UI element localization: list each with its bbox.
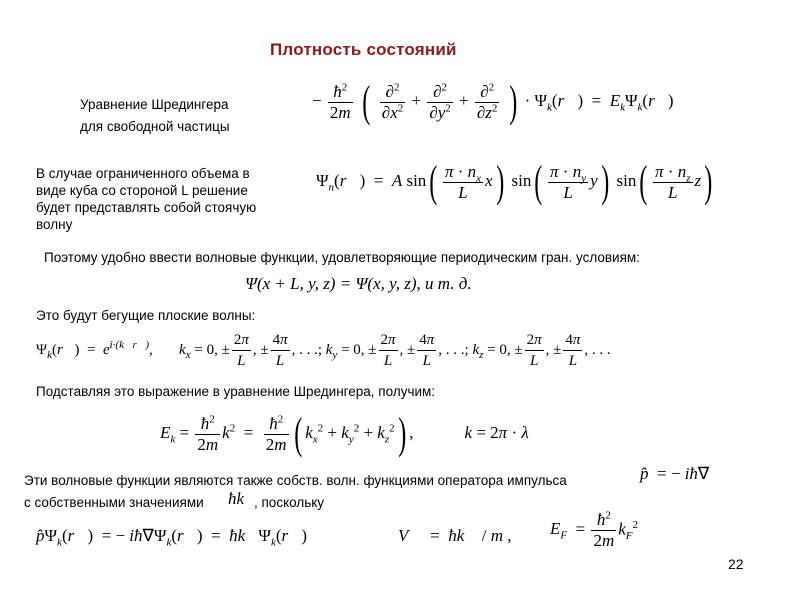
periodic-conditions-text: Поэтому удобно ввести волновые функции, удовлетворяющие периодическим гран. условиям: <box>44 250 640 265</box>
eigen-functions-text: Эти волновые функции являются также собств. волн. функциями оператора импульса <box>24 473 567 488</box>
momentum-eigen-equation: $p̂\Psi_k(r⃗)$ = − $iħ\nabla\Psi_k(r⃗)$ = $ħk⃗\Psi_k(r⃗)$ <box>36 526 308 549</box>
box-text-line-2: виде куба со стороной L решение <box>36 183 248 198</box>
page-number: 22 <box>728 556 744 572</box>
velocity-formula: V⃗ = ħk⃗ / m , <box>398 526 512 545</box>
eigenvalue-hk: ħk⃗ <box>228 489 258 508</box>
schrodinger-equation: − $\frac{ħ^2}{2m}$ ( $\frac{\partial^2}{\partial x^2}$ + $\frac{\partial^2}{\partial y^2}$ + $\frac{\partial^2}{\partial z^2}$ ) · $\Psi_k(r⃗)$ = $E_k\Psi_k(r⃗)$ <box>312 77 674 126</box>
page-title: Плотность состояний <box>270 40 457 59</box>
plane-waves-text: Это будут бегущие плоские волны: <box>36 308 256 323</box>
eigen-values-text: с собственными значениями <box>24 495 204 510</box>
because-text: , поскольку <box>254 495 325 510</box>
plane-waves-formula: $\Psi_k(r⃗) = e^{i\cdot(k⃗r⃗)}$, $k_x = 0$, ± $\frac{2\pi}{L}$ , ± $\frac{4\pi}{L}$ , . . .; $k_y = 0$, ± $\frac{2\pi}{L}$ , ± $\frac{4\pi}{L}$ , . . .; $k_z = 0$, ± $\frac{2\pi}{L}$ , ± $\frac{4\pi}{L}$ , . . . <box>36 332 611 369</box>
energy-formula: $E_k$ = $\frac{ħ^2}{2m}$ $k^2$ = $\frac{ħ^2}{2m}$ ( $k_x^2 + k_y^2 + k_z^2$) , k = 2π · λ <box>160 409 529 458</box>
momentum-operator: p̂ = − iħ∇ <box>640 464 710 483</box>
periodic-formula: Ψ(x + L, y, z) = Ψ(x, y, z), и т. д. <box>245 274 472 293</box>
box-text-line-4: волну <box>36 217 73 232</box>
fermi-energy-formula: $E_F$ = $\frac{ħ^2}{2m}$ $k_F^2$ <box>550 509 639 550</box>
box-text-line-3: будет представлять собой стоячую <box>36 200 257 215</box>
schrodinger-label-line-1: Уравнение Шредингера <box>80 97 229 112</box>
box-text-line-1: В случае ограниченного объема в <box>36 166 250 181</box>
substitute-text: Подставляя это выражение в уравнение Шредингера, получим: <box>36 384 436 399</box>
schrodinger-label-line-2: для свободной частицы <box>80 119 230 134</box>
standing-wave-equation: $\Psi_n(r⃗) = A$ sin( $\frac{\pi \cdot n_x}{L}$ x) sin( $\frac{\pi \cdot n_y}{L}$ y) sin( $\frac{\pi \cdot n_z}{L}$ z) <box>316 157 713 206</box>
